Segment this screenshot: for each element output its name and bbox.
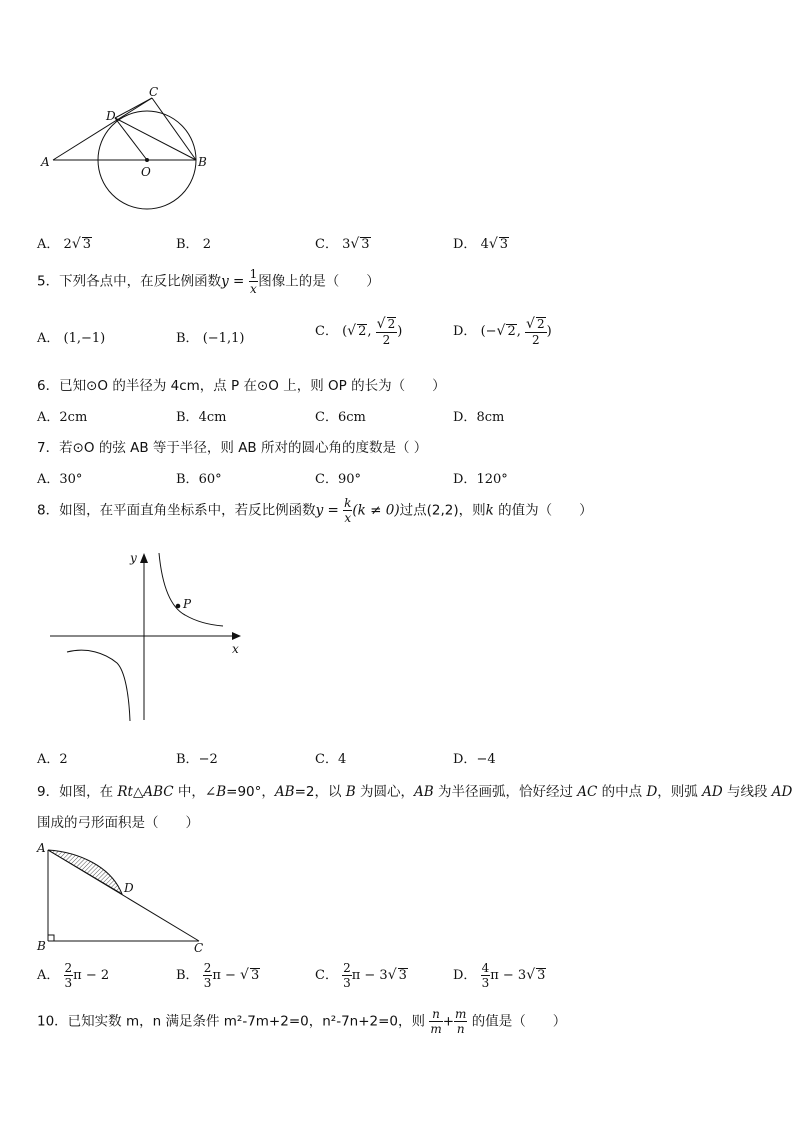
label-a: A [37, 841, 46, 855]
q9-option-c[interactable]: C． $\frac{2}{3}$ π − 3√ 3 [315, 961, 407, 990]
q5-option-a[interactable]: A． (1,−1) [37, 331, 106, 346]
q8-option-a[interactable]: A．2 [37, 752, 68, 767]
q10-stem: 10．已知实数 m，n 满足条件 m²-7m+2=0，n²-7n+2=0，则 $\frac{n}{m}$ + $\frac{m}{n}$ 的值是（ ） [37, 1007, 567, 1036]
point-o [145, 158, 149, 162]
right-angle-mark [48, 935, 54, 941]
x-axis-arrow [232, 632, 241, 640]
q9-option-a[interactable]: A． $\frac{2}{3}$ π − 2 [37, 961, 110, 990]
label-c: C [194, 941, 204, 955]
q7-option-d[interactable]: D．120° [453, 472, 508, 487]
q6-stem: 6．已知⊙O 的半径为 4cm，点 P 在⊙O 上，则 OP 的长为（ ） [37, 378, 446, 394]
line-od [115, 118, 147, 160]
line-db [115, 118, 196, 160]
point-p [176, 604, 181, 609]
q7-option-a[interactable]: A．30° [37, 472, 83, 487]
q5-option-c[interactable]: C． (√ 2, $\frac{√ 2}{2}$ ) [315, 316, 403, 347]
label-y: y [130, 551, 137, 565]
q7-option-c[interactable]: C．90° [315, 472, 361, 487]
q9-option-d[interactable]: D． $\frac{4}{3}$ π − 3√ 3 [453, 961, 546, 990]
q6-option-a[interactable]: A．2cm [37, 410, 88, 425]
q8-hyperbola-figure [45, 545, 250, 725]
curve-quadrant-3 [67, 650, 130, 721]
q7-option-b[interactable]: B．60° [176, 472, 222, 487]
q9-stem-line2: 围成的弓形面积是（ ） [37, 815, 199, 831]
label-d: D [106, 109, 116, 123]
q6-option-c[interactable]: C．6cm [315, 410, 366, 425]
q4-option-c[interactable]: C． 3√ 3 [315, 236, 370, 252]
q9-triangle-figure [33, 838, 213, 956]
label-a: A [41, 155, 50, 169]
q4-option-d[interactable]: D． 4√ 3 [453, 236, 509, 252]
q4-option-a[interactable]: A． 2√ 3 [37, 236, 92, 252]
q8-option-c[interactable]: C．4 [315, 752, 347, 767]
label-c: C [149, 85, 159, 99]
line-dc [115, 98, 152, 118]
q8-stem: 8．如图，在平面直角坐标系中，若反比例函数y = $\frac{k}{x}$ (k ≠ 0)过点(2,2)，则k 的值为（ ） [37, 496, 593, 525]
q9-option-b[interactable]: B． $\frac{2}{3}$ π − √ 3 [176, 961, 260, 990]
y-axis-arrow [140, 553, 148, 563]
q9-stem-line1: 9．如图，在 Rt△ABC 中，∠B=90°，AB=2，以 B 为圆心，AB 为半径画弧，恰好经过 AC 的中点 D，则弧 AD 与线段 AD [37, 784, 793, 800]
label-x: x [232, 642, 239, 656]
label-b: B [198, 155, 207, 169]
q6-option-d[interactable]: D．8cm [453, 410, 505, 425]
q4-circle-figure [30, 80, 220, 215]
q5-option-b[interactable]: B． (−1,1) [176, 331, 245, 346]
line-cb [152, 98, 196, 160]
label-b: B [37, 939, 46, 953]
label-d: D [124, 881, 134, 895]
q5-stem: 5．下列各点中，在反比例函数y = $\frac{1}{x}$ 图像上的是（ ） [37, 267, 380, 296]
q8-option-b[interactable]: B．−2 [176, 752, 218, 767]
label-o: O [141, 165, 151, 179]
label-p: P [183, 597, 192, 611]
q5-option-d[interactable]: D． (−√ 2, $\frac{√ 2}{2}$ ) [453, 316, 552, 347]
q7-stem: 7．若⊙O 的弦 AB 等于半径，则 AB 所对的圆心角的度数是（ ） [37, 440, 428, 456]
q4-option-b[interactable]: B． 2 [176, 237, 211, 252]
curve-quadrant-1 [159, 553, 223, 626]
q8-option-d[interactable]: D．−4 [453, 752, 496, 767]
q6-option-b[interactable]: B．4cm [176, 410, 227, 425]
side-ac [48, 850, 199, 941]
